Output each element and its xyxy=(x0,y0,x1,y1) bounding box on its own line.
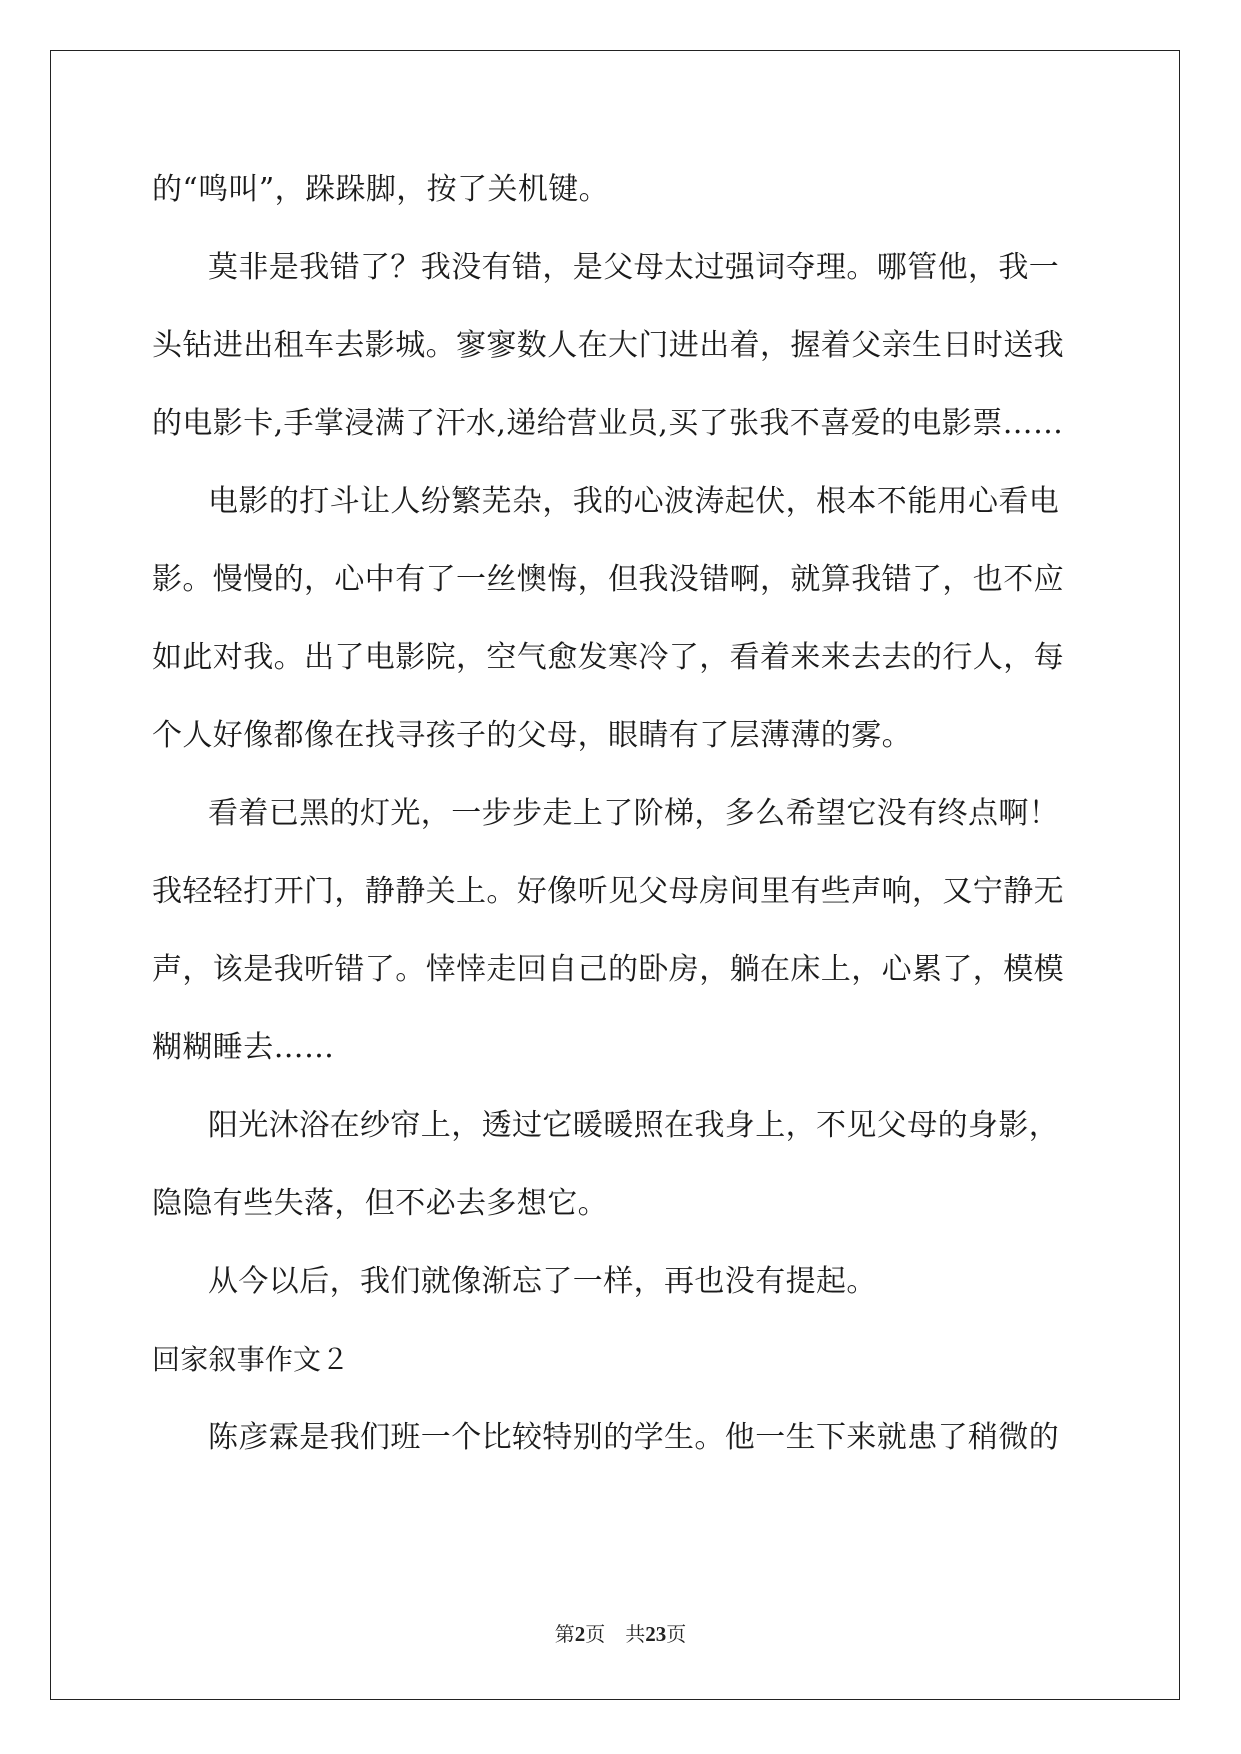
text-line: 看着已黑的灯光，一步步走上了阶梯，多么希望它没有终点啊！ xyxy=(208,796,1060,831)
text-line: 头钻进出租车去影城。寥寥数人在大门进出着，握着父亲生日时送我 xyxy=(152,328,1064,363)
text-line: 陈彦霖是我们班一个比较特别的学生。他一生下来就患了稍微的 xyxy=(208,1420,1060,1455)
document-body xyxy=(152,162,1092,1488)
text-line: 隐隐有些失落，但不必去多想它。 xyxy=(152,1186,608,1221)
footer-prefix: 第 xyxy=(554,1622,575,1646)
footer-total-prefix: 共 xyxy=(625,1622,646,1646)
text-line: 糊糊睡去…… xyxy=(152,1030,335,1065)
footer-total-suffix: 页 xyxy=(666,1622,687,1646)
text-line: 电影的打斗让人纷繁芜杂，我的心波涛起伏，根本不能用心看电 xyxy=(208,484,1060,519)
page-footer xyxy=(0,1620,1241,1648)
text-line: 的电影卡,手掌浸满了汗水,递给营业员,买了张我不喜爱的电影票…… xyxy=(152,406,1064,441)
footer-total-pages: 23 xyxy=(645,1622,667,1646)
section-heading: 回家叙事作文２ xyxy=(152,1343,350,1376)
text-line: 的“鸣叫”，跺跺脚，按了关机键。 xyxy=(152,172,610,207)
text-line: 个人好像都像在找寻孩子的父母，眼睛有了层薄薄的雾。 xyxy=(152,718,912,753)
text-line: 阳光沐浴在纱帘上，透过它暖暖照在我身上，不见父母的身影， xyxy=(208,1108,1060,1143)
text-line: 如此对我。出了电影院，空气愈发寒冷了，看着来来去去的行人，每 xyxy=(152,640,1064,675)
text-line: 影。慢慢的，心中有了一丝懊悔，但我没错啊，就算我错了，也不应 xyxy=(152,562,1064,597)
footer-current-page: 2 xyxy=(574,1622,586,1646)
text-line: 莫非是我错了？我没有错，是父母太过强词夺理。哪管他，我一 xyxy=(208,250,1060,285)
text-line: 从今以后，我们就像渐忘了一样，再也没有提起。 xyxy=(208,1264,877,1299)
text-line: 声，该是我听错了。悻悻走回自己的卧房，躺在床上，心累了，模模 xyxy=(152,952,1064,987)
text-line: 我轻轻打开门，静静关上。好像听见父母房间里有些声响，又宁静无 xyxy=(152,874,1064,909)
footer-page-word: 页 xyxy=(585,1622,606,1646)
